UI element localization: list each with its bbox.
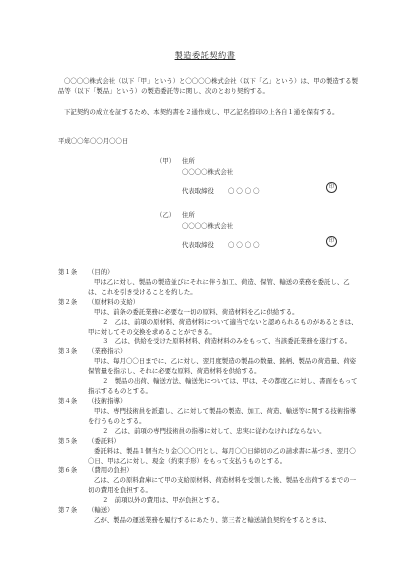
- article-text: 甲は、毎月〇〇日までに、乙に対し、翌月度製造の製品の数量、銘柄、製品の荷造量、荷姿保管量を指示し、それに必要な原料、荷造材料を供給する。: [88, 357, 357, 376]
- party-b-rep-name: 〇〇〇〇: [227, 241, 262, 250]
- party-a-seal-icon: 印: [326, 182, 337, 193]
- article-number: 第６条: [58, 466, 78, 475]
- party-b-address-label: 住所: [182, 211, 195, 220]
- article-6: [58, 466, 358, 506]
- article-heading: （技術指導）: [88, 396, 127, 405]
- party-a-rep-label: 代表取締役: [182, 187, 214, 196]
- article-heading: （費用の負担）: [88, 466, 133, 475]
- article-number: 第４条: [58, 396, 78, 405]
- party-a-address-label: 住所: [182, 157, 195, 166]
- party-a-tag: （甲）: [156, 157, 176, 166]
- article-3: [58, 347, 358, 397]
- articles-section: [58, 268, 358, 526]
- party-a-block: [156, 154, 366, 200]
- article-number: 第１条: [58, 268, 78, 276]
- article-number: 第５条: [58, 436, 78, 445]
- party-b-rep-label: 代表取締役: [182, 241, 214, 250]
- article-1: [58, 268, 358, 298]
- article-text: ２ 乙は、前項の専門技術員の指導に対して、忠実に従わなければならない。: [102, 426, 326, 435]
- article-heading: （原材料の支給）: [88, 297, 140, 306]
- party-a-company: 〇〇〇〇株式会社: [182, 168, 234, 177]
- intro-paragraph: 〇〇〇〇株式会社（以下「甲」という）と〇〇〇〇株式会社（以下「乙」という）は、甲の製造する製品等（以下「製品」という）の製造委託等に関し、次のとおり契約する。: [58, 77, 358, 95]
- party-b-block: [156, 208, 366, 254]
- article-7: [58, 506, 358, 526]
- article-text: 甲は、専門技術員を派遣し、乙に対して製品の製造、加工、荷造、輸送等に関する技術指導を行うものとする。: [88, 406, 357, 425]
- article-text: 委託料は、製品１個当たり金〇〇〇円とし、毎月〇〇日締切の乙の請求書に基づき、翌月〇〇日、甲は乙に対し、現金（約束手形）をもって支払うものとする。: [88, 446, 356, 465]
- document-title: 製造委託契約書: [174, 50, 236, 60]
- article-text: 甲は乙に対し、製品の製造並びにそれに伴う加工、荷造、保管、輸送の業務を委託し、乙は、これを引き受けることを約した。: [88, 277, 350, 296]
- article-text: ２ 製品の出荷、輸送方法、輸送先については、甲は、その都度乙に対し、書面をもって指示するものとする。: [88, 377, 358, 396]
- article-heading: （委託料）: [88, 436, 120, 445]
- contract-date: 平成〇〇年〇〇月〇〇日: [58, 137, 129, 145]
- article-text: ２ 乙は、前項の原材料、荷造材料について適当でないと認められるものがあるときは、甲に対してその交換を求めることができる。: [88, 317, 358, 336]
- article-text: 甲は、前条の委託業務に必要な一切の原料、荷造材料を乙に供給する。: [94, 307, 299, 316]
- party-b-seal-icon: 印: [326, 236, 337, 247]
- party-b-company: 〇〇〇〇株式会社: [182, 222, 234, 231]
- article-heading: （輸送）: [88, 506, 114, 515]
- proof-paragraph: 下記契約の成立を証するため、本契約書を２通作成し、甲乙記名捺印の上各自１通を保有する。: [64, 108, 339, 116]
- article-heading: （目的）: [88, 268, 114, 276]
- article-5: [58, 437, 358, 467]
- article-text: 乙が、製品の運送業務を履行するにあたり、第三者と輸送請負契約をするときは、: [94, 516, 331, 525]
- article-text: 乙は、乙の原料倉庫にて甲の支給原材料、荷造材料を受領した後、製品を出荷するまでの一切の費用を負担する。: [88, 476, 357, 495]
- article-number: 第２条: [58, 297, 78, 306]
- article-text: ２ 前項以外の費用は、甲が負担とする。: [102, 496, 224, 505]
- article-heading: （業務指示）: [88, 347, 127, 356]
- article-number: 第３条: [58, 347, 78, 356]
- party-b-tag: （乙）: [156, 211, 176, 220]
- article-2: [58, 298, 358, 348]
- article-number: 第７条: [58, 506, 78, 515]
- article-4: [58, 397, 358, 437]
- party-a-rep-name: 〇〇〇〇: [227, 187, 262, 196]
- article-text: ３ 乙は、供給を受けた原料材料、荷造材料のみをもって、当該委託業務を遂行する。: [102, 337, 352, 346]
